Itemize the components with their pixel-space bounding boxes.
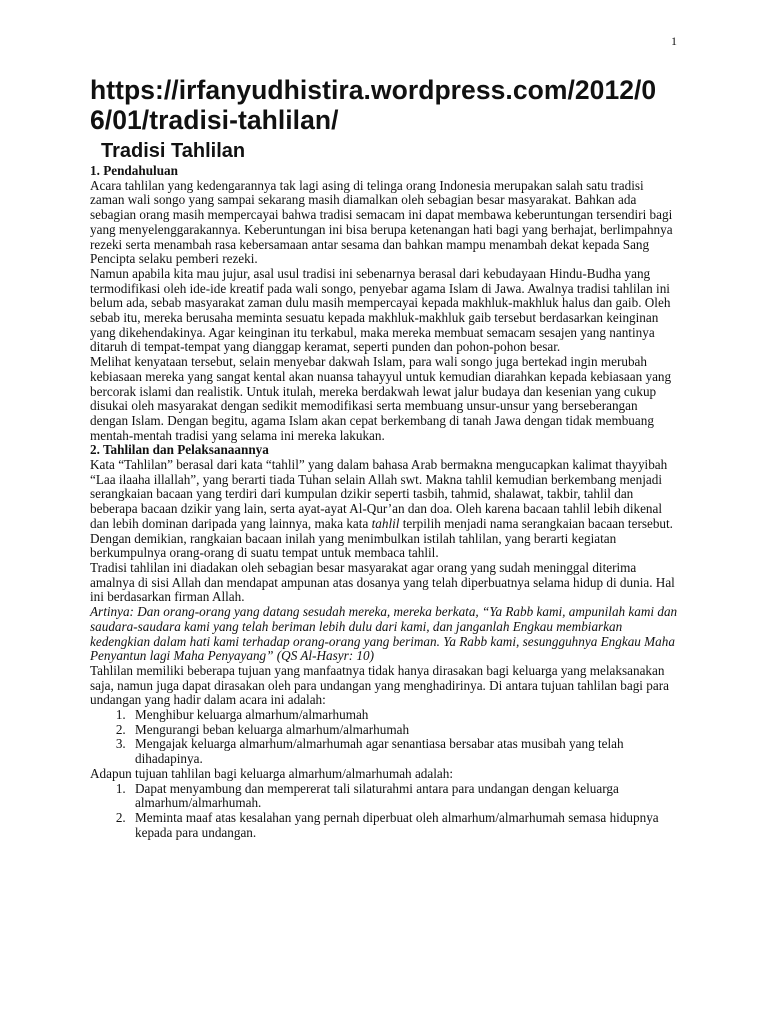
document-body: [90, 75, 678, 840]
paragraph: Acara tahlilan yang kedengarannya tak lagi asing di telinga orang Indonesia merupakan salah satu tradisi zaman wali songo yang sampai sekarang masih diamalkan oleh sebagian besar masyarakat. Bahkan ada sebagian orang masih mempercayai bahwa tradisi semacam ini dapat membawa keberuntungan tersendiri bagi yang menyelenggarakannya. Keberuntungan ini bisa berupa ketenangan hati bagi yang berhajat, berlimpahnya rezeki serta menambah rasa kebersamaan antar sesama dan bahkan mampu menambah dekat kepada Sang Pencipta selaku pemberi rezeki.: [90, 177, 673, 267]
family-purpose-list: [90, 782, 678, 841]
page-number: 1: [671, 34, 677, 48]
paragraph: Adapun tujuan tahlilan bagi keluarga almarhum/almarhumah adalah:: [90, 765, 454, 781]
list-item: 2. Meminta maaf atas kesalahan yang pernah diperbuat oleh almarhum/almarhumah semasa hidupnya kepada para undangan.: [129, 811, 678, 840]
paragraph: Namun apabila kita mau jujur, asal usul tradisi ini sebenarnya berasal dari kebudayaan Hindu-Budha yang termodifikasi oleh ide-ide kreatif pada wali songo, penyebar agama Islam di Jawa. Awalnya tradisi tahlilan ini belum ada, sebab masyarakat zaman dulu masih mempercayai kepada makhluk-makhluk halus dan gaib. Oleh sebab itu, mereka berusaha meminta sesuatu kepada makhluk-makhluk gaib tersebut berdasarkan keinginan yang dikehendakinya. Agar keinginan itu terkabul, maka mereka membuat semacam sesajen yang nantinya ditaruh di tempat-tempat yang dianggap keramat, seperti punden dan pohon-pohon besar.: [90, 265, 671, 355]
paragraph-text: terpilih menjadi nama serangkaian bacaan tersebut. Dengan demikian, rangkaian bacaan inilah yang menimbulkan istilah tahlilan, yang berarti kegiatan berkumpulnya orang-orang di suatu tempat untuk membaca tahlil.: [90, 515, 673, 561]
section-heading-tahlilan: 2. Tahlilan dan Pelaksanaannya: [90, 442, 269, 458]
guest-purpose-list: [90, 708, 678, 767]
paragraph: Tradisi tahlilan ini diadakan oleh sebagian besar masyarakat agar orang yang sudah meninggal diterima amalnya di sisi Allah dan mendapat ampunan atas dosanya yang telah diperbuatnya selama hidup di dunia. Hal ini berdasarkan firman Allah.: [90, 559, 675, 605]
list-item: 1. Dapat menyambung dan mempererat tali silaturahmi antara para undangan dengan keluarga almarhum/almarhumah.: [129, 782, 678, 811]
quran-quote: Artinya: Dan orang-orang yang datang sesudah mereka, mereka berkata, “Ya Rabb kami, ampunilah kami dan saudara-saudara kami yang telah beriman lebih dulu dari kami, dan janganlah Engkau membiarkan kedengkian dalam hati kami terhadap orang-orang yang beriman. Ya Rabb kami, sesungguhnya Engkau Maha Penyantun lagi Maha Penyayang” (QS Al-Hasyr: 10): [90, 604, 678, 664]
list-item: 2. Mengurangi beban keluarga almarhum/almarhumah: [129, 723, 678, 738]
source-url: https://irfanyudhistira.wordpress.com/2012/06/01/tradisi-tahlilan/: [90, 75, 657, 135]
list-item: 1. Menghibur keluarga almarhum/almarhumah: [129, 708, 678, 723]
paragraph: Melihat kenyataan tersebut, selain menyebar dakwah Islam, para wali songo juga bertekad ingin merubah kebiasaan mereka yang sangat kental akan nuansa tahayyul untuk kemudian diarahkan kepada kebiasaan yang bercorak islami dan realistik. Untuk itulah, mereka berdakwah lewat jalur budaya dan kesenian yang cukup disukai oleh masyarakat dengan sedikit memodifikasi serta membuang unsur-unsur yang berseberangan dengan Islam. Dengan begitu, agama Islam akan cepat berkembang di tanah Jawa dengan tidak membuang mentah-mentah tradisi yang selama ini mereka lakukan.: [90, 354, 672, 443]
list-item: 3. Mengajak keluarga almarhum/almarhumah agar senantiasa bersabar atas musibah yang telah dihadapinya.: [129, 737, 678, 766]
paragraph: [90, 458, 678, 561]
italic-term: tahlil: [371, 515, 400, 531]
paragraph: Tahlilan memiliki beberapa tujuan yang manfaatnya tidak hanya dirasakan bagi keluarga yang melaksanakan saja, namun juga dapat dirasakan oleh para undangan yang menghadirinya. Di antara tujuan tahlilan bagi para undangan yang hadir dalam acara ini adalah:: [90, 662, 669, 708]
section-heading-pendahuluan: 1. Pendahuluan: [90, 163, 178, 178]
document-title: Tradisi Tahlilan: [101, 140, 246, 162]
paragraph-text: Kata “Tahlilan” berasal dari kata “tahlil” yang dalam bahasa Arab bermakna mengucapkan kalimat thayyibah “Laa ilaaha illallah”, yang berarti tiada Tuhan selain Allah swt. Makna tahlil kemudian berkembang menjadi serangkaian bacaan yang terdiri dari kumpulan dzikir seperti tasbih, tahmid, shalawat, takbir, tahlil dan beberapa bacaan dzikir yang lain, serta ayat-ayat Al-Qur’an dan doa. Oleh karena bacaan tahlil lebih dikenal dan lebih dominan daripada yang lainnya, maka kata: [90, 457, 668, 531]
